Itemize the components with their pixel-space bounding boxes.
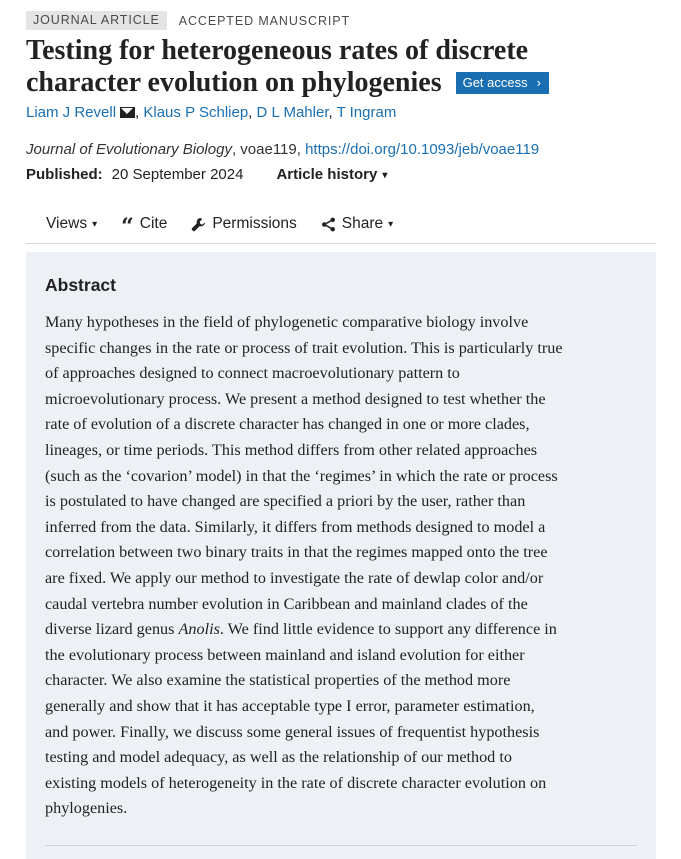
abstract-line: specific changes in the rate or process of trait evolution. This is particularly true	[45, 338, 563, 357]
genus-name: Anolis	[178, 620, 220, 639]
share-icon	[321, 217, 336, 232]
abstract-line: of approaches designed to connect macroevolutionary pattern to	[45, 364, 460, 383]
article-title-line-2-text: character evolution on phylogenies	[26, 67, 442, 98]
article-history-label: Article history	[276, 166, 378, 183]
abstract-line: and power. Finally, we discuss some general issues of frequentist hypothesis	[45, 722, 540, 741]
mail-icon[interactable]	[120, 107, 135, 118]
abstract-section	[26, 252, 656, 859]
author-list: Liam J Revell , Klaus P Schliep, D L Mahler, T Ingram	[26, 104, 397, 121]
abstract-line: are fixed. We apply our method to investigate the rate of dewlap color and/or	[45, 568, 544, 587]
abstract-line: caudal vertebra number evolution in Caribbean and mainland clades of the	[45, 594, 528, 613]
quote-icon: “	[121, 214, 134, 240]
abstract-bottom-rule	[45, 845, 637, 846]
abstract-line: diverse lizard genus Anolis. We find little evidence to support any difference in	[45, 620, 557, 639]
published-line	[26, 166, 387, 183]
article-title-line-1: Testing for heterogeneous rates of discrete	[26, 35, 529, 66]
abstract-line: phylogenies.	[45, 799, 128, 818]
citation-line	[26, 141, 539, 158]
published-label: Published:	[26, 166, 103, 183]
abstract-line: lineages, or time periods. This method differs from other related approaches	[45, 440, 538, 459]
article-toolbar	[26, 212, 417, 240]
abstract-line: inferred from the data. Similarly, it differs from methods designed to model a	[45, 517, 546, 536]
abstract-line: is postulated to have changed are specified a priori by the user, rather than	[45, 492, 526, 511]
abstract-line: the evolutionary process between mainland and island evolution for either	[45, 645, 525, 664]
get-access-label: Get access	[462, 75, 528, 90]
author-link-schliep[interactable]: Klaus P Schliep	[143, 104, 249, 121]
published-date: 20 September 2024	[111, 166, 244, 183]
abstract-heading: Abstract	[45, 275, 116, 295]
share-button[interactable]	[321, 215, 393, 233]
caret-down-icon: ▾	[92, 218, 98, 230]
abstract-line: microevolutionary process. We present a method designed to test whether the	[45, 389, 546, 408]
abstract-line: correlation between two binary traits in that the regimes mapped onto the tree	[45, 543, 548, 562]
caret-down-icon: ▾	[382, 170, 388, 181]
get-access-button[interactable]	[456, 72, 549, 94]
article-id: , voae119,	[231, 141, 306, 158]
abstract-line: rate of evolution of a discrete character has changed in one or more clades,	[45, 415, 530, 434]
author-link-mahler[interactable]: D L Mahler	[256, 104, 329, 121]
permissions-button[interactable]	[191, 215, 296, 233]
cite-button[interactable]	[121, 214, 168, 240]
abstract-line: character. We also examine the statistical properties of the method more	[45, 671, 511, 690]
doi-link[interactable]: https://doi.org/10.1093/jeb/voae119	[305, 141, 540, 158]
views-label: Views	[46, 215, 88, 232]
journal-name: Journal of Evolutionary Biology	[26, 141, 232, 158]
chevron-right-icon: ›	[536, 75, 541, 90]
article-title	[26, 35, 646, 99]
share-label: Share	[341, 215, 384, 232]
manuscript-status-tag: ACCEPTED MANUSCRIPT	[178, 13, 351, 28]
article-history-toggle[interactable]	[276, 166, 387, 183]
article-type-tag: JOURNAL ARTICLE	[26, 11, 167, 30]
abstract-line: existing models of heterogeneity in the rate of discrete character evolution on	[45, 773, 547, 792]
author-link-revell[interactable]: Liam J Revell	[26, 104, 117, 121]
abstract-text	[45, 310, 643, 822]
caret-down-icon: ▾	[388, 218, 394, 230]
article-title-line-2	[26, 67, 646, 99]
article-tags	[26, 11, 350, 30]
abstract-line: (such as the ‘covarion’ model) in that the ‘regimes’ in which the rate or process	[45, 466, 558, 485]
grid-icon	[26, 217, 40, 231]
author-link-ingram[interactable]: T Ingram	[336, 104, 397, 121]
toolbar-divider	[26, 243, 656, 244]
abstract-line: generally and show that it has acceptable type I error, parameter estimation,	[45, 696, 535, 715]
abstract-line: Many hypotheses in the field of phylogenetic comparative biology involve	[45, 313, 529, 331]
permissions-label: Permissions	[212, 215, 297, 232]
cite-label: Cite	[139, 215, 168, 232]
views-button[interactable]	[26, 215, 97, 233]
wrench-icon	[191, 217, 206, 232]
abstract-line: testing and model adequacy, as well as the relationship of our method to	[45, 748, 512, 767]
